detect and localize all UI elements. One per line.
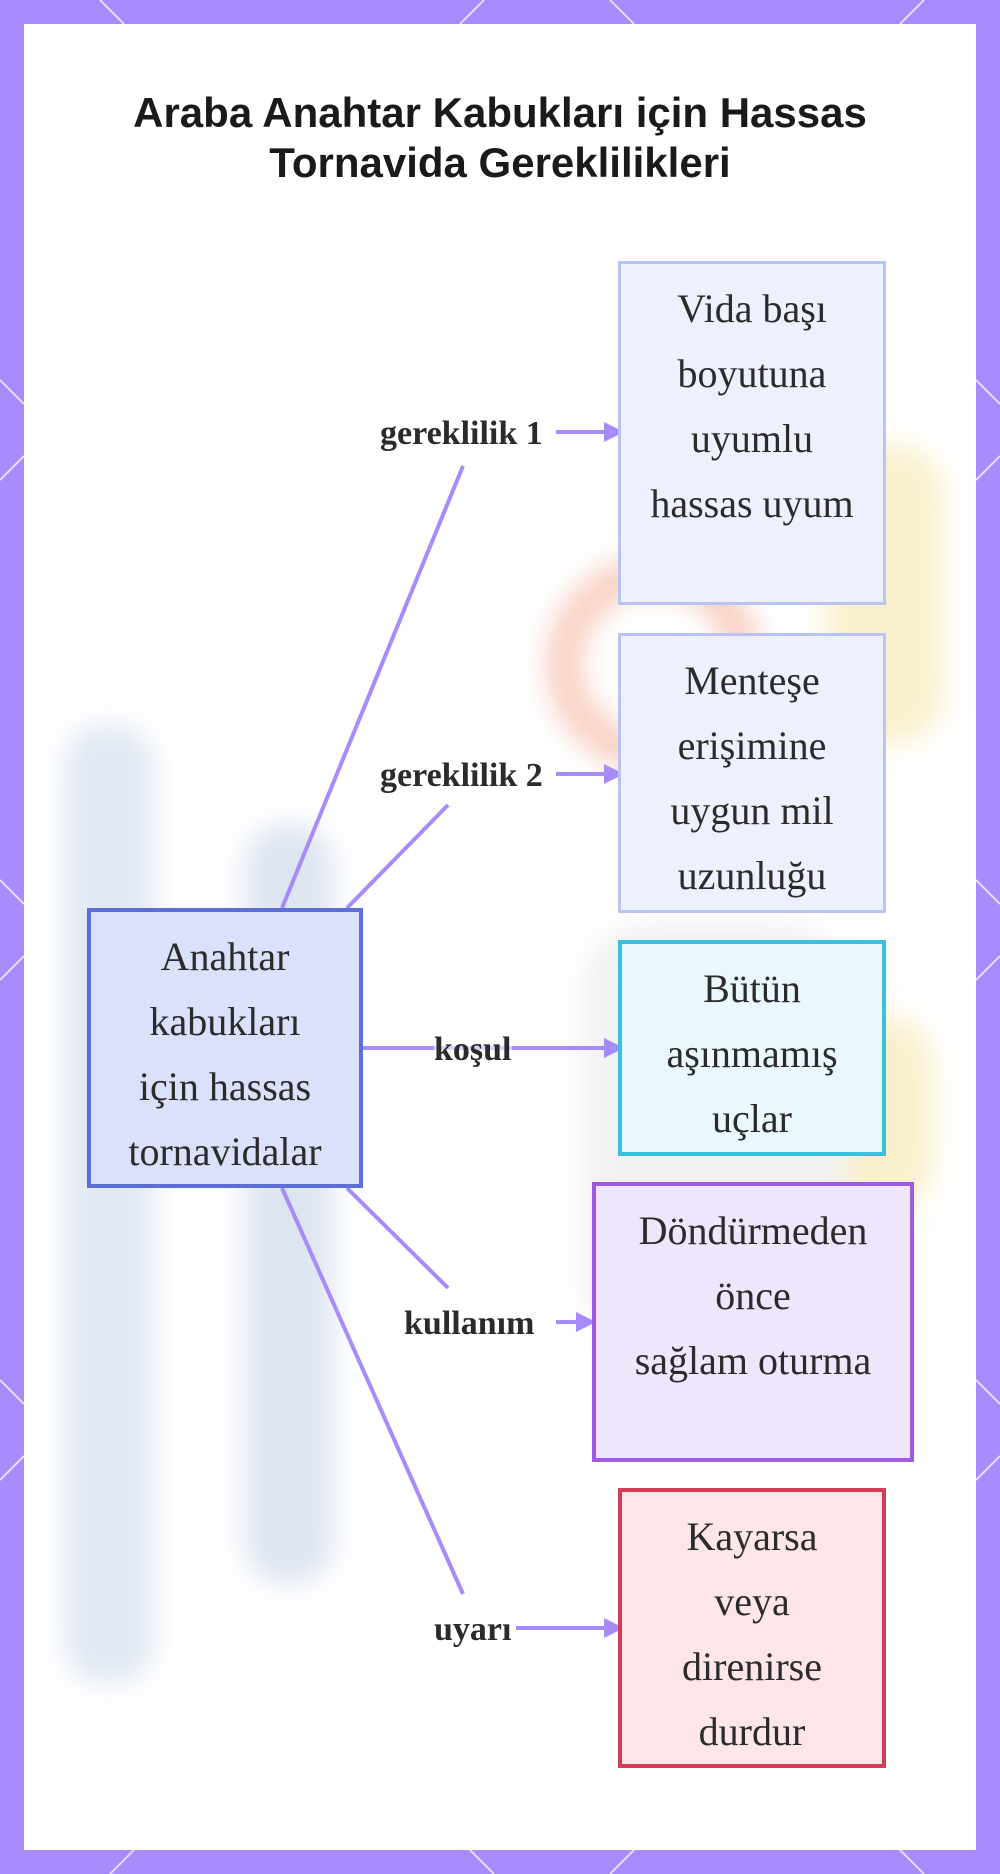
requirement-1-line-1: Vida başı	[677, 286, 827, 331]
root-node	[87, 908, 363, 1188]
requirement-1-line-2: boyutuna	[677, 351, 827, 396]
edge-label-gereklilik-2: gereklilik 2	[380, 757, 543, 794]
edge-kullanim	[347, 1188, 594, 1322]
root-node-line-2: kabukları	[149, 999, 301, 1044]
warning-line-1: Kayarsa	[686, 1514, 818, 1559]
edge-label-kullanim: kullanım	[404, 1305, 535, 1342]
usage-node	[592, 1182, 914, 1462]
root-node-line-4: tornavidalar	[128, 1129, 322, 1174]
requirement-1-line-3: uyumlu	[690, 416, 814, 461]
title-line-2: Tornavida Gereklilikleri	[269, 139, 731, 186]
warning-node	[618, 1488, 886, 1768]
requirement-2-line-2: erişimine	[677, 723, 827, 768]
usage-line-3: sağlam oturma	[634, 1338, 872, 1383]
requirement-1-node	[618, 261, 886, 605]
usage-line-1: Döndürmeden	[638, 1208, 868, 1253]
condition-line-2: aşınmamış	[666, 1031, 838, 1076]
warning-line-4: durdur	[698, 1709, 806, 1754]
requirement-1-line-4: hassas uyum	[650, 481, 854, 526]
requirement-2-line-4: uzunluğu	[677, 853, 827, 898]
root-node-line-1: Anahtar	[160, 934, 290, 979]
root-node-line-3: için hassas	[138, 1064, 312, 1109]
diagram-panel	[24, 24, 976, 1850]
title-line-1: Araba Anahtar Kabukları için Hassas	[133, 89, 867, 136]
warning-line-3: direnirse	[682, 1644, 822, 1689]
requirement-2-line-3: uygun mil	[670, 788, 834, 833]
requirement-2-line-1: Menteşe	[684, 658, 820, 703]
usage-line-2: önce	[715, 1273, 791, 1318]
condition-line-3: uçlar	[712, 1096, 792, 1141]
edge-gereklilik-1	[282, 432, 622, 908]
edge-label-uyari: uyarı	[434, 1611, 512, 1648]
edge-label-kosul: koşul	[434, 1031, 512, 1068]
condition-node	[618, 940, 886, 1156]
warning-line-2: veya	[714, 1579, 790, 1624]
requirement-2-node	[618, 633, 886, 913]
edge-label-gereklilik-1: gereklilik 1	[380, 415, 543, 452]
condition-line-1: Bütün	[703, 966, 801, 1011]
edge-uyari	[282, 1188, 622, 1628]
